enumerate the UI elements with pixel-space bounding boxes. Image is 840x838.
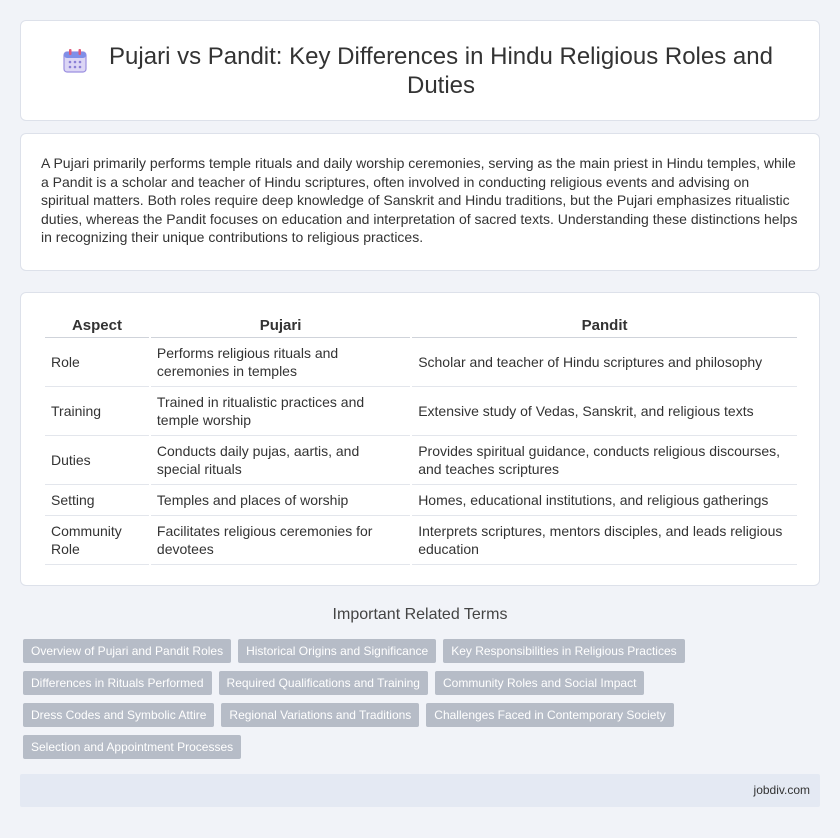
table-row (45, 387, 797, 436)
pandit-cell: Provides spiritual guidance, conducts religious discourses, and teaches scriptures (412, 436, 797, 485)
related-tag[interactable]: Required Qualifications and Training (219, 671, 428, 695)
comparison-table (43, 311, 799, 565)
tag-row (23, 671, 803, 695)
comparison-table-card (20, 292, 820, 586)
intro-paragraph: A Pujari primarily performs temple rituals and daily worship ceremonies, serving as the main priest in Hindu temples, while a Pandit is a scholar and teacher of Hindu scriptures, often involved in conducting religious events and advising on spiritual matters. Both roles require deep knowledge of Sanskrit and Hindu traditions, but the Pujari emphasizes ritualistic duties, whereas the Pandit focuses on education and interpretation of sacred texts. Understanding these distinctions helps in recognizing their unique contributions to religious practices. (41, 155, 798, 245)
table-header-row (45, 311, 797, 338)
pandit-cell: Extensive study of Vedas, Sanskrit, and religious texts (412, 387, 797, 436)
related-tag[interactable]: Challenges Faced in Contemporary Society (426, 703, 673, 727)
aspect-cell: Duties (45, 436, 149, 485)
related-tag[interactable]: Regional Variations and Traditions (221, 703, 419, 727)
aspect-cell: Community Role (45, 516, 149, 565)
pujari-cell: Facilitates religious ceremonies for devotees (151, 516, 410, 565)
intro-card (20, 133, 820, 271)
related-tag[interactable]: Overview of Pujari and Pandit Roles (23, 639, 231, 663)
pandit-cell: Interprets scriptures, mentors disciples, and leads religious education (412, 516, 797, 565)
footer (20, 774, 820, 807)
related-terms-title: Important Related Terms (332, 606, 508, 623)
related-tag[interactable]: Selection and Appointment Processes (23, 735, 241, 759)
aspect-cell: Role (45, 338, 149, 387)
aspect-cell: Training (45, 387, 149, 436)
pujari-cell: Conducts daily pujas, aartis, and special rituals (151, 436, 410, 485)
tag-row (23, 735, 803, 759)
header-aspect: Aspect (45, 311, 149, 338)
header-card (20, 20, 820, 121)
footer-site-link[interactable]: jobdiv.com (753, 783, 810, 797)
aspect-cell: Setting (45, 485, 149, 516)
header-pujari: Pujari (151, 311, 410, 338)
page-title: Pujari vs Pandit: Key Differences in Hindu Religious Roles and Duties (109, 42, 773, 99)
table-row (45, 436, 797, 485)
table-row (45, 338, 797, 387)
related-tag[interactable]: Historical Origins and Significance (238, 639, 436, 663)
related-tag[interactable]: Differences in Rituals Performed (23, 671, 212, 695)
related-tag[interactable]: Community Roles and Social Impact (435, 671, 644, 695)
header-pandit: Pandit (412, 311, 797, 338)
related-tag[interactable]: Key Responsibilities in Religious Practices (443, 639, 684, 663)
related-terms-list (23, 639, 803, 767)
table-row (45, 516, 797, 565)
pujari-cell: Performs religious rituals and ceremonies in temples (151, 338, 410, 387)
table-row (45, 485, 797, 516)
pujari-cell: Temples and places of worship (151, 485, 410, 516)
tag-row (23, 703, 803, 727)
pandit-cell: Homes, educational institutions, and religious gatherings (412, 485, 797, 516)
pujari-cell: Trained in ritualistic practices and temple worship (151, 387, 410, 436)
title-wrap (60, 42, 780, 100)
related-tag[interactable]: Dress Codes and Symbolic Attire (23, 703, 214, 727)
calendar-icon (60, 46, 90, 76)
pandit-cell: Scholar and teacher of Hindu scriptures and philosophy (412, 338, 797, 387)
tag-row (23, 639, 803, 663)
